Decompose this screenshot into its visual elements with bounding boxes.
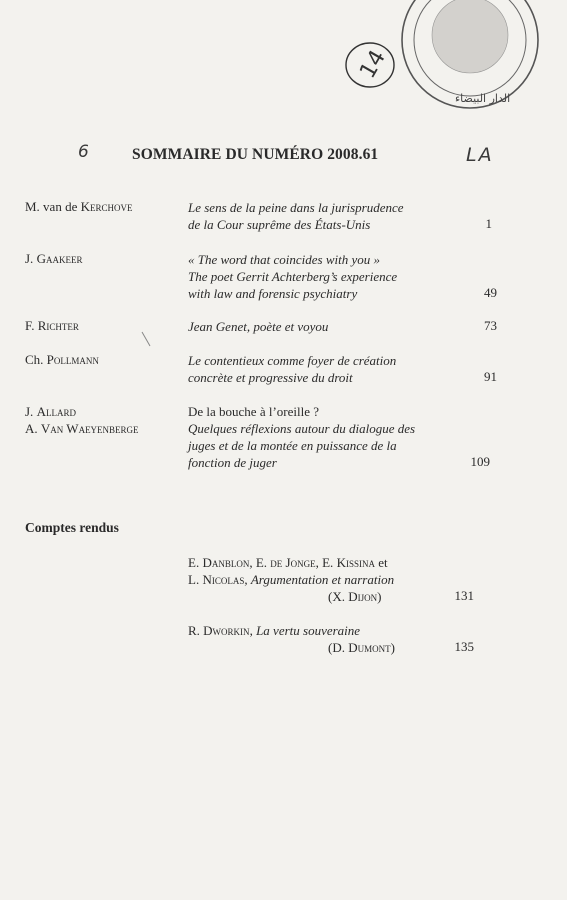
- reviewer: (X. Dijon): [328, 589, 382, 604]
- entry-title: Le contentieux comme foyer de création concrète et progressive du droit: [188, 353, 397, 385]
- pencil-mark: [140, 330, 154, 350]
- svg-text:14: 14: [355, 46, 391, 83]
- handwritten-initials: LA: [466, 144, 494, 166]
- entry-author: J. Gaakeer: [25, 251, 83, 266]
- entry-title: « The word that coincides with you » The poet Gerrit Achterberg’s experience with law and forensic psychiatry: [188, 252, 398, 301]
- entry-author: M. van de Kerchove: [25, 199, 133, 214]
- entry-author: F. Richter: [25, 318, 79, 333]
- entry-title: De la bouche à l’oreille ? Quelques réflexions autour du dialogue des juges et de la montée en puissance de la fonction de juger: [188, 404, 416, 470]
- review-entry: R. Dworkin, La vertu souveraine: [188, 623, 361, 638]
- entry-title: Jean Genet, poète et voyou: [188, 319, 329, 334]
- entry-title: Le sens de la peine dans la jurisprudence de la Cour suprême des États-Unis: [188, 200, 404, 232]
- page-title: SOMMAIRE DU NUMÉRO 2008.61: [132, 146, 379, 163]
- review-page: 131: [454, 588, 474, 603]
- review-page: 135: [454, 639, 474, 654]
- handwritten-number: 6: [78, 142, 89, 162]
- reviewer: (D. Dumont): [328, 640, 395, 655]
- stamp-text: الدار البيضاء: [455, 92, 511, 105]
- entry-page: 49: [484, 285, 497, 300]
- entry-page: 1: [485, 216, 492, 231]
- entry-author: Ch. Pollmann: [25, 352, 99, 367]
- review-entry: E. Danblon, E. de Jonge, E. Kissina et L. Nicolas, Argumentation et narration: [188, 555, 395, 587]
- entry-page: 73: [484, 318, 497, 333]
- entry-author: J. Allard A. Van Waeyenberge: [25, 404, 139, 436]
- entry-page: 109: [470, 454, 490, 469]
- library-stamp: [330, 0, 567, 140]
- reviews-heading: Comptes rendus: [25, 520, 119, 535]
- entry-page: 91: [484, 369, 497, 384]
